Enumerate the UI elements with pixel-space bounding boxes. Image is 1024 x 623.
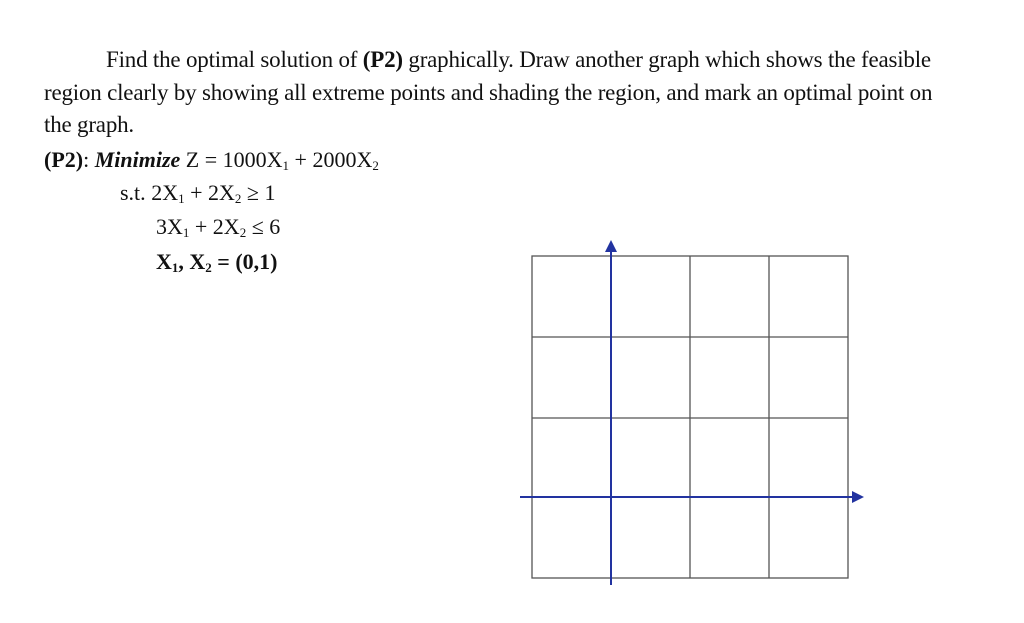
instruction-rest: graphically. Draw another graph which shows the feasible region clearly by showing all extreme points and shading the region, and mark an optimal point on the graph. <box>44 47 933 137</box>
objective-lhs: Z = 1000X <box>180 147 283 172</box>
constraint-sub: 2 <box>234 191 242 206</box>
constraint-relation: ≥ 1 <box>241 180 276 205</box>
constraint-relation: ≤ 6 <box>246 214 281 239</box>
objective-keyword: Minimize <box>94 147 181 172</box>
domain-sub: 1 <box>171 260 179 275</box>
constraint-term: 2X <box>151 180 179 205</box>
objective-sub1: 1 <box>282 158 290 173</box>
constraint-sub: 1 <box>178 191 185 206</box>
domain-values: = (0,1) <box>211 249 278 274</box>
domain-var: X <box>156 249 172 274</box>
domain-sub: 2 <box>205 260 212 275</box>
grid-lines <box>532 256 848 578</box>
problem-colon: : <box>83 147 95 172</box>
constraint-prefix: s.t. <box>120 180 152 205</box>
domain-var: , X <box>178 249 206 274</box>
problem-label: (P2) <box>44 147 84 172</box>
constraint-term: 3X <box>156 214 183 239</box>
instruction-lead: Find the optimal solution of <box>106 47 363 72</box>
constraint-term: + 2X <box>189 214 240 239</box>
objective-sub2: 2 <box>372 158 379 173</box>
constraint-term: + 2X <box>184 180 235 205</box>
objective-mid: + 2000X <box>289 147 373 172</box>
constraint-sub: 2 <box>239 225 247 240</box>
constraint-sub: 1 <box>182 225 190 240</box>
instruction-p2: (P2) <box>362 47 403 72</box>
